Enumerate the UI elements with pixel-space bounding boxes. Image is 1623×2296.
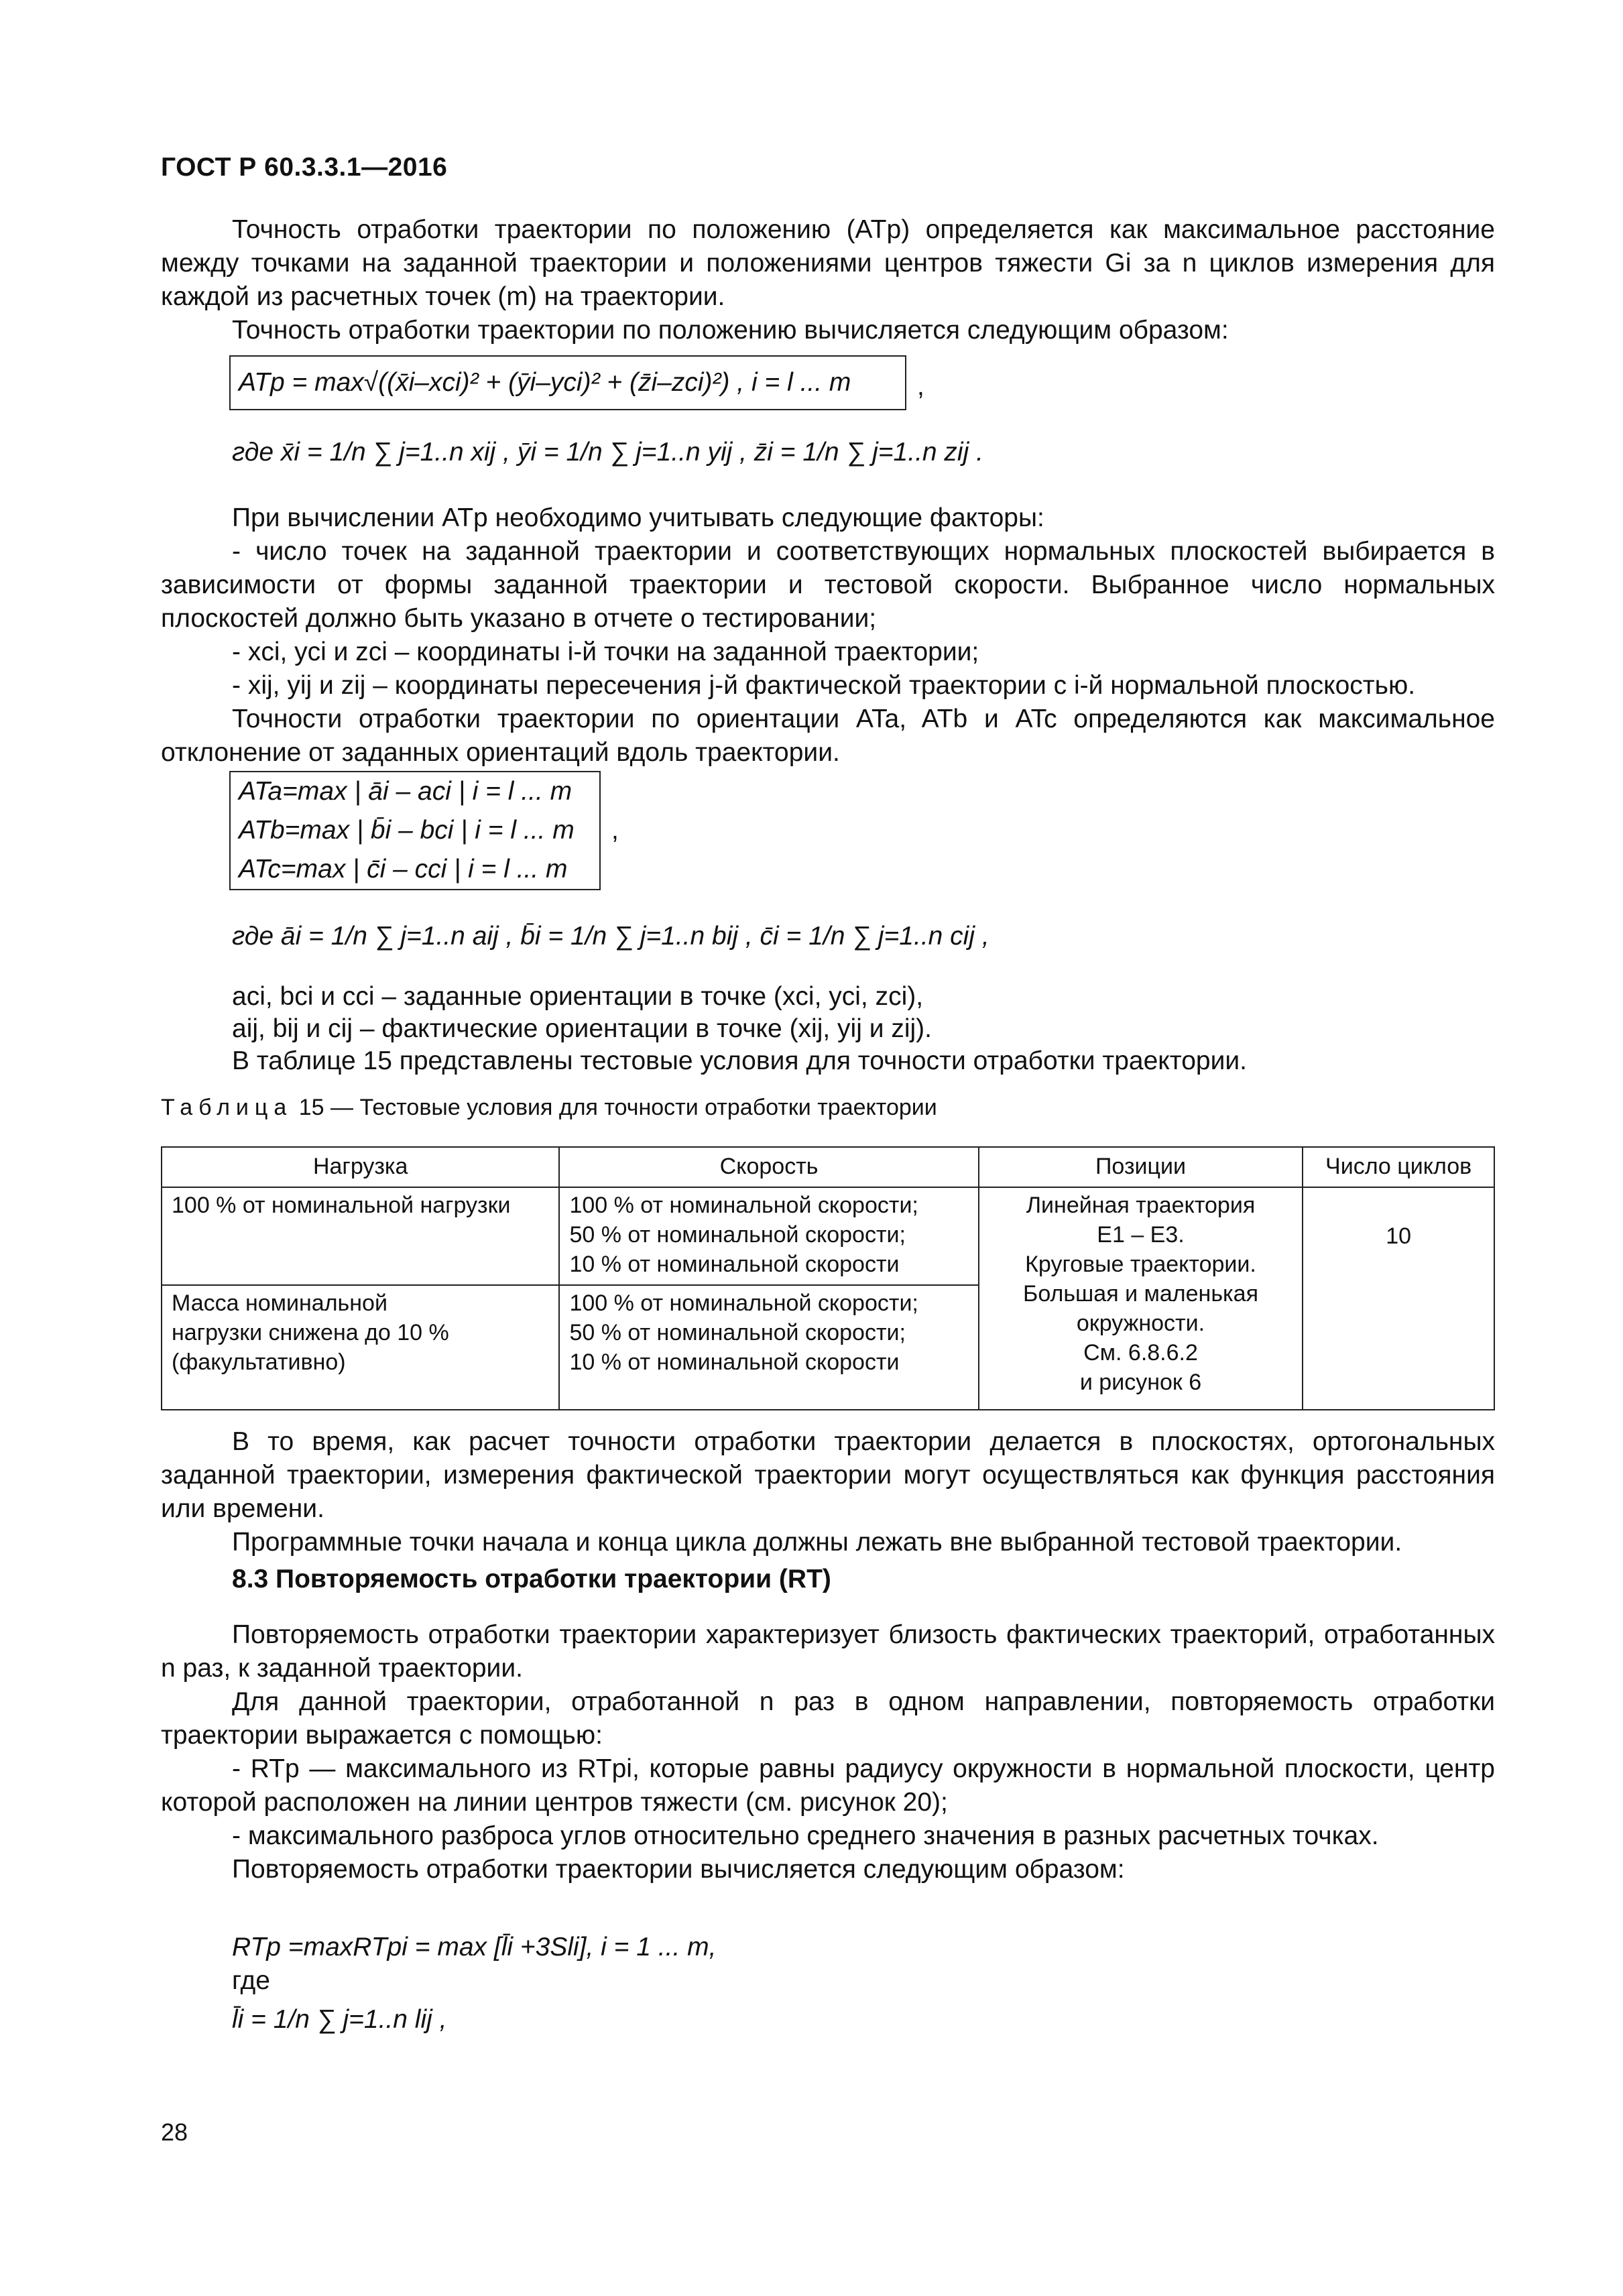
speed-row2-line: 100 % от номинальной скорости; <box>569 1290 918 1316</box>
formula-rtp-where: где <box>232 1966 270 1995</box>
paragraph-program-points: Программные точки начала и конца цикла должны лежать вне выбранной тестовой траектории. <box>232 1528 1402 1557</box>
positions-line: См. 6.8.6.2 <box>1083 1340 1198 1366</box>
header-load: Нагрузка <box>162 1147 559 1187</box>
header-speed: Скорость <box>559 1147 978 1187</box>
bullet-rtp: - RTp — максимального из RTpi, которые равны радиусу окружности в нормальной плоскости, центр которой расположен на линии центров тяжести (см. рисунок 20); <box>161 1754 1496 1817</box>
speed-row1-line: 100 % от номинальной скорости; <box>569 1193 918 1218</box>
table-row <box>162 1187 1494 1285</box>
test-conditions-table <box>161 1146 1495 1410</box>
positions-line: E1 – E3. <box>1097 1222 1185 1248</box>
positions-line: Круговые траектории. <box>1025 1252 1256 1277</box>
paragraph-repeatability-expression: Для данной траектории, отработанной n раз в одном направлении, повторяемость отработки траектории выражается с помощью: <box>161 1687 1495 1750</box>
formula-atb: ATb=max | b̄i – bci | i = l ... m <box>239 816 575 845</box>
paragraph-repeatability-calc: Повторяемость отработки траектории вычисляется следующим образом: <box>232 1855 1125 1884</box>
cell-speed-row1 <box>559 1187 978 1285</box>
cell-load-row1 <box>162 1187 559 1285</box>
formula-rtp: RTp =maxRTpi = max [l̄i +3Sli], i = 1 ... m, <box>232 1933 717 1961</box>
speed-row1-line: 10 % от номинальной скорости <box>569 1252 900 1277</box>
formula-atp-where: где x̄i = 1/n ∑ j=1..n xij , ȳi = 1/n ∑ j=1..n yij , z̄i = 1/n ∑ j=1..n zij . <box>232 438 983 467</box>
table-caption <box>161 1093 937 1122</box>
cell-cycles <box>1303 1187 1494 1410</box>
cell-positions <box>979 1187 1303 1410</box>
formula-atp-comma: , <box>917 372 924 401</box>
formula-atp: ATp = max√((x̄i–xci)² + (ȳi–yci)² + (z̄i–zci)²) , i = l ... m <box>239 368 851 397</box>
load-row1-text: 100 % от номинальной нагрузки <box>172 1193 511 1218</box>
load-row2-line: Масса номинальной <box>172 1290 387 1316</box>
header-positions: Позиции <box>979 1147 1303 1187</box>
line-table-reference: В таблице 15 представлены тестовые условия для точности отработки траектории. <box>232 1046 1248 1075</box>
speed-row2-line: 10 % от номинальной скорости <box>569 1349 900 1375</box>
bullet-angle-spread: - максимального разброса углов относительно среднего значения в разных расчетных точках. <box>232 1821 1379 1850</box>
cycles-value: 10 <box>1386 1223 1412 1249</box>
paragraph-calculation-intro: Точность отработки траектории по положению вычисляется следующим образом: <box>232 316 1229 345</box>
paragraph-repeatability-definition: Повторяемость отработки траектории характеризует близость фактических траекторий, отработанных n раз, к заданной траектории. <box>161 1620 1495 1683</box>
standard-header: ГОСТ Р 60.3.3.1—2016 <box>161 153 448 182</box>
load-row2-line: нагрузки снижена до 10 % <box>172 1320 449 1345</box>
positions-line: и рисунок 6 <box>1079 1370 1202 1395</box>
section-title: 8.3 Повторяемость отработки траектории (RT) <box>232 1565 831 1593</box>
formula-li: l̄i = 1/n ∑ j=1..n lij , <box>232 2005 447 2034</box>
cell-load-row2 <box>162 1285 559 1410</box>
paragraph-position-accuracy: Точность отработки траектории по положению (ATp) определяется как максимальное расстояние между точками на заданной траектории и положениями центров тяжести Gi за n циклов измерения для каждой из расчетных точек (m) на траектории. <box>161 215 1495 311</box>
formula-atc: ATc=max | c̄i – cci | i = l ... m <box>239 855 568 884</box>
positions-line: Большая и маленькая <box>1023 1281 1258 1307</box>
page-number: 28 <box>161 2118 188 2146</box>
positions-line: Линейная траектория <box>1026 1193 1256 1218</box>
table-caption-word: Таблица <box>161 1095 293 1120</box>
paragraph-orientation-accuracy: Точности отработки траектории по ориентации ATa, ATb и ATc определяются как максимальное отклонение от заданных ориентаций вдоль траектории. <box>161 705 1495 767</box>
load-row2-line: (факультативно) <box>172 1349 346 1375</box>
formula-orientation-comma: , <box>611 816 619 845</box>
bullet-actual-coordinates: - xij, yij и zij – координаты пересечения j-й фактической траектории с i-й нормальной плоскостью. <box>232 671 1416 700</box>
paragraph-orthogonal-planes: В то время, как расчет точности отработки траектории делается в плоскостях, ортогональных заданной траектории, измерения фактической траектории могут осуществляться как функция расстояния или времени. <box>161 1427 1495 1523</box>
cell-speed-row2 <box>559 1285 978 1410</box>
line-actual-orientations: aij, bij и cij – фактические ориентации в точке (xij, yij и zij). <box>232 1014 932 1043</box>
table-caption-text: 15 — Тестовые условия для точности отработки траектории <box>298 1095 937 1120</box>
table-header-row <box>162 1147 1494 1187</box>
bullet-points-count: - число точек на заданной траектории и соответствующих нормальных плоскостей выбирается в зависимости от формы заданной траектории и тестовой скорости. Выбранное число нормальных плоскостей должно быть указано в отчете о тестировании; <box>161 537 1495 633</box>
paragraph-factors-intro: При вычислении ATp необходимо учитывать следующие факторы: <box>232 503 1044 532</box>
bullet-target-coordinates: - xci, yci и zci – координаты i-й точки на заданной траектории; <box>232 638 979 666</box>
speed-row2-line: 50 % от номинальной скорости; <box>569 1320 906 1345</box>
positions-line: окружности. <box>1076 1311 1205 1336</box>
formula-ata: ATa=max | āi – aci | i = l ... m <box>239 777 573 806</box>
speed-row1-line: 50 % от номинальной скорости; <box>569 1222 906 1248</box>
formula-orientation-where: где āi = 1/n ∑ j=1..n aij , b̄i = 1/n ∑ j=1..n bij , c̄i = 1/n ∑ j=1..n cij , <box>232 922 989 951</box>
line-target-orientations: aci, bci и cci – заданные ориентации в точке (xci, yci, zci), <box>232 982 924 1011</box>
header-cycles: Число циклов <box>1303 1147 1494 1187</box>
